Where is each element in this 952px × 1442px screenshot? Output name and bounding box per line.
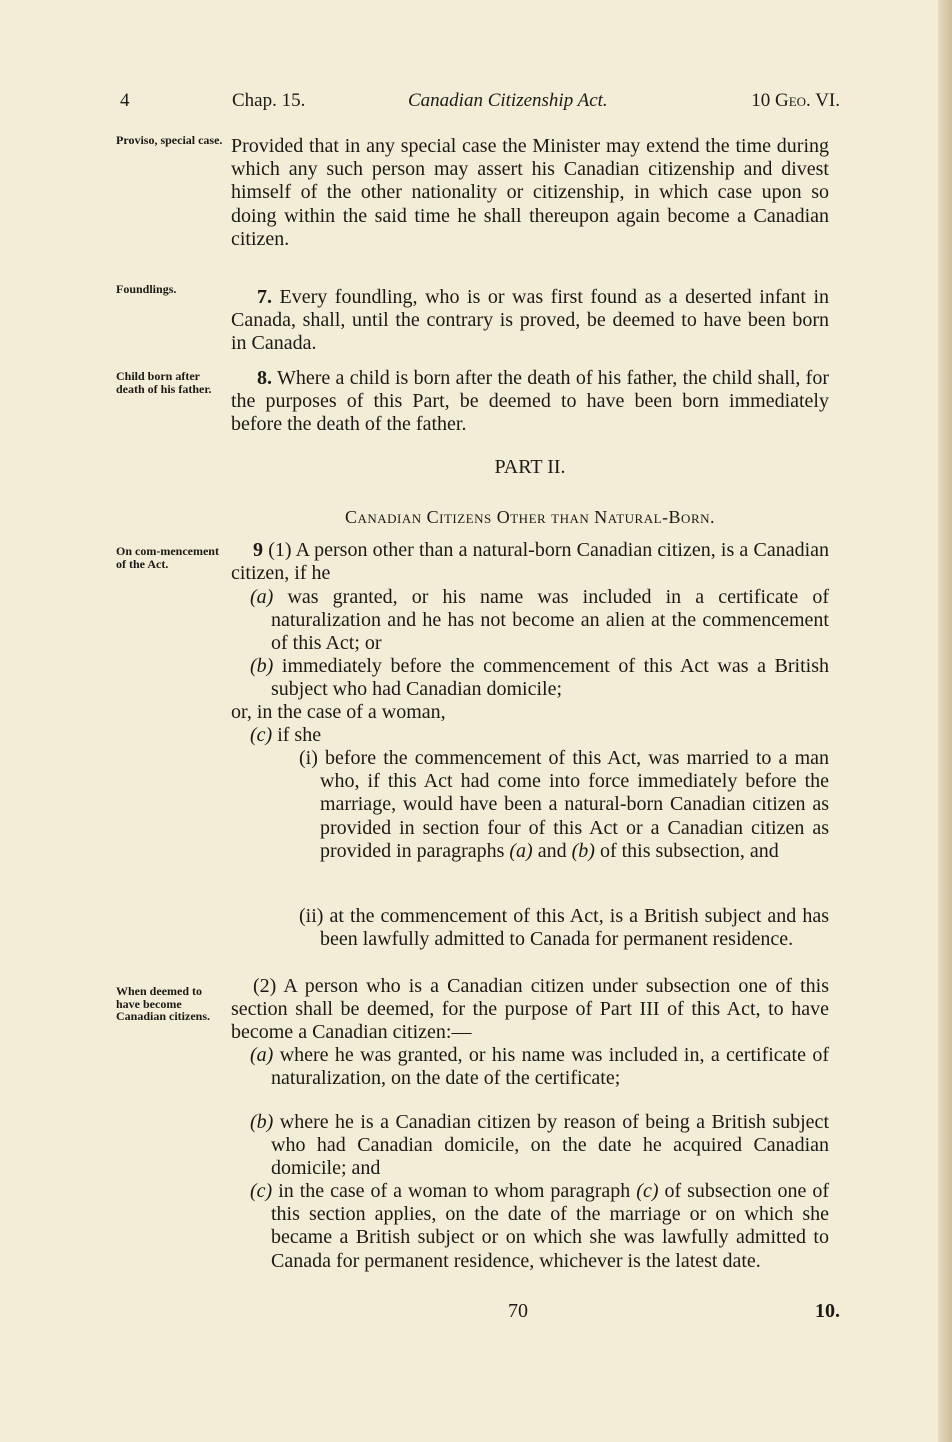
margin-note-child-born: Child born after death of his father. [116,369,212,396]
part-subheading: Canadian Citizens Other than Natural-Born. [344,507,716,527]
section-8-text: Where a child is born after the death of his father, the child shall, for the purposes of this Part, be deemed to have been born immediately before the death of the father. [231,367,829,436]
para-2a-text: where he was granted, or his name was included in, a certificate of naturalization, on the date of the certificate; [271,1044,829,1090]
running-header [120,90,840,120]
para-2b-label: (b) [250,1111,274,1133]
para-c-text: if she [277,724,322,746]
section-9-1-or: or, in the case of a woman, [231,701,446,723]
para-2c-ref: (c) [636,1180,659,1202]
subpara-i-and: and [537,839,567,862]
section-9-1-b [250,655,829,701]
page-edge [938,0,952,1442]
para-2b-text: where he is a Canadian citizen by reason of being a British subject who had Canadian domicile, on the date he acquired Canadian domicile; and [271,1111,829,1180]
subpara-i-ref-b: (b) [571,839,595,862]
section-8-number: 8. [257,367,272,389]
margin-note-foundlings: Foundlings. [116,282,177,296]
para-2c-label: (c) [250,1180,273,1202]
section-9-1-text: (1) A person other than a natural-born Canadian citizen, is a Canadian citizen, if he [231,539,830,585]
section-7 [231,286,829,356]
subpara-i-tail: of this subsection, and [599,839,779,862]
page-footer [120,1300,840,1328]
section-9-1-c [250,724,829,747]
para-a-label: (a) [250,586,274,608]
subpara-i-ref-a: (a) [509,839,533,862]
part-heading: PART II. [494,456,566,478]
para-a-text: was granted, or his name was included in a certificate of naturalization and he has not become an alien at the commencement of this Act; or [271,586,829,655]
para-2c-text-1: in the case of a woman to whom paragraph [278,1180,631,1202]
section-9-2-c [250,1180,829,1273]
para-c-label: (c) [250,724,273,746]
section-9-1-c-ii: (ii) at the commencement of this Act, is a British subject and has been lawfully admitted to Canada for permanent residence. [299,905,829,951]
section-9-1 [231,539,829,585]
subpara-i-text: (i) before the commencement of this Act, was married to a man who, if this Act had come into force immediately before the marriage, would have been a natural-born Canadian citizen as provided in section four of this Act or a Canadian citizen as provided in paragraphs [299,747,829,862]
para-2a-label: (a) [250,1044,274,1066]
section-7-text: Every foundling, who is or was first found as a deserted infant in Canada, shall, until the contrary is proved, be deemed to have been born in Canada. [231,286,830,355]
section-9-number: 9 [253,539,263,561]
chapter-label: Chap. 15. [232,90,306,111]
para-2c-text-2: of subsection one of this section applies, on the date of the marriage or on which she became a British subject or on which she was lawfully admitted to Canada for permanent residence, whichever is the latest date. [271,1180,830,1272]
margin-note-when-deemed: When deemed to have become Canadian citizens. [116,984,211,1023]
section-9-1-a [250,586,829,656]
section-8 [231,367,829,437]
margin-note-proviso: Proviso, special case. [116,133,223,147]
para-b-label: (b) [250,655,274,677]
para-b-text: immediately before the commencement of this Act was a British subject who had Canadian domicile; [271,655,830,701]
folio-number: 70 [508,1300,528,1322]
page-number: 4 [120,90,130,111]
regnal-year: 10 Geo. VI. [751,90,840,111]
signature-mark: 10. [815,1300,840,1322]
margin-note-commencement: On com-mencement of the Act. [116,544,219,571]
section-9-2-b [250,1111,829,1181]
section-9-1-c-i [299,747,829,863]
act-title: Canadian Citizenship Act. [408,90,608,111]
section-9-2-a [250,1044,829,1090]
section-9-2: (2) A person who is a Canadian citizen under subsection one of this section shall be deemed, for the purpose of Part III of this Act, to have become a Canadian citizen:— [231,975,829,1044]
proviso-paragraph: Provided that in any special case the Minister may extend the time during which any such person may assert his Canadian citizenship and divest himself of the other nationality or citizenship, in which case upon so doing within the said time he shall thereupon again become a Canadian citizen. [231,135,829,250]
section-7-number: 7. [257,286,272,308]
